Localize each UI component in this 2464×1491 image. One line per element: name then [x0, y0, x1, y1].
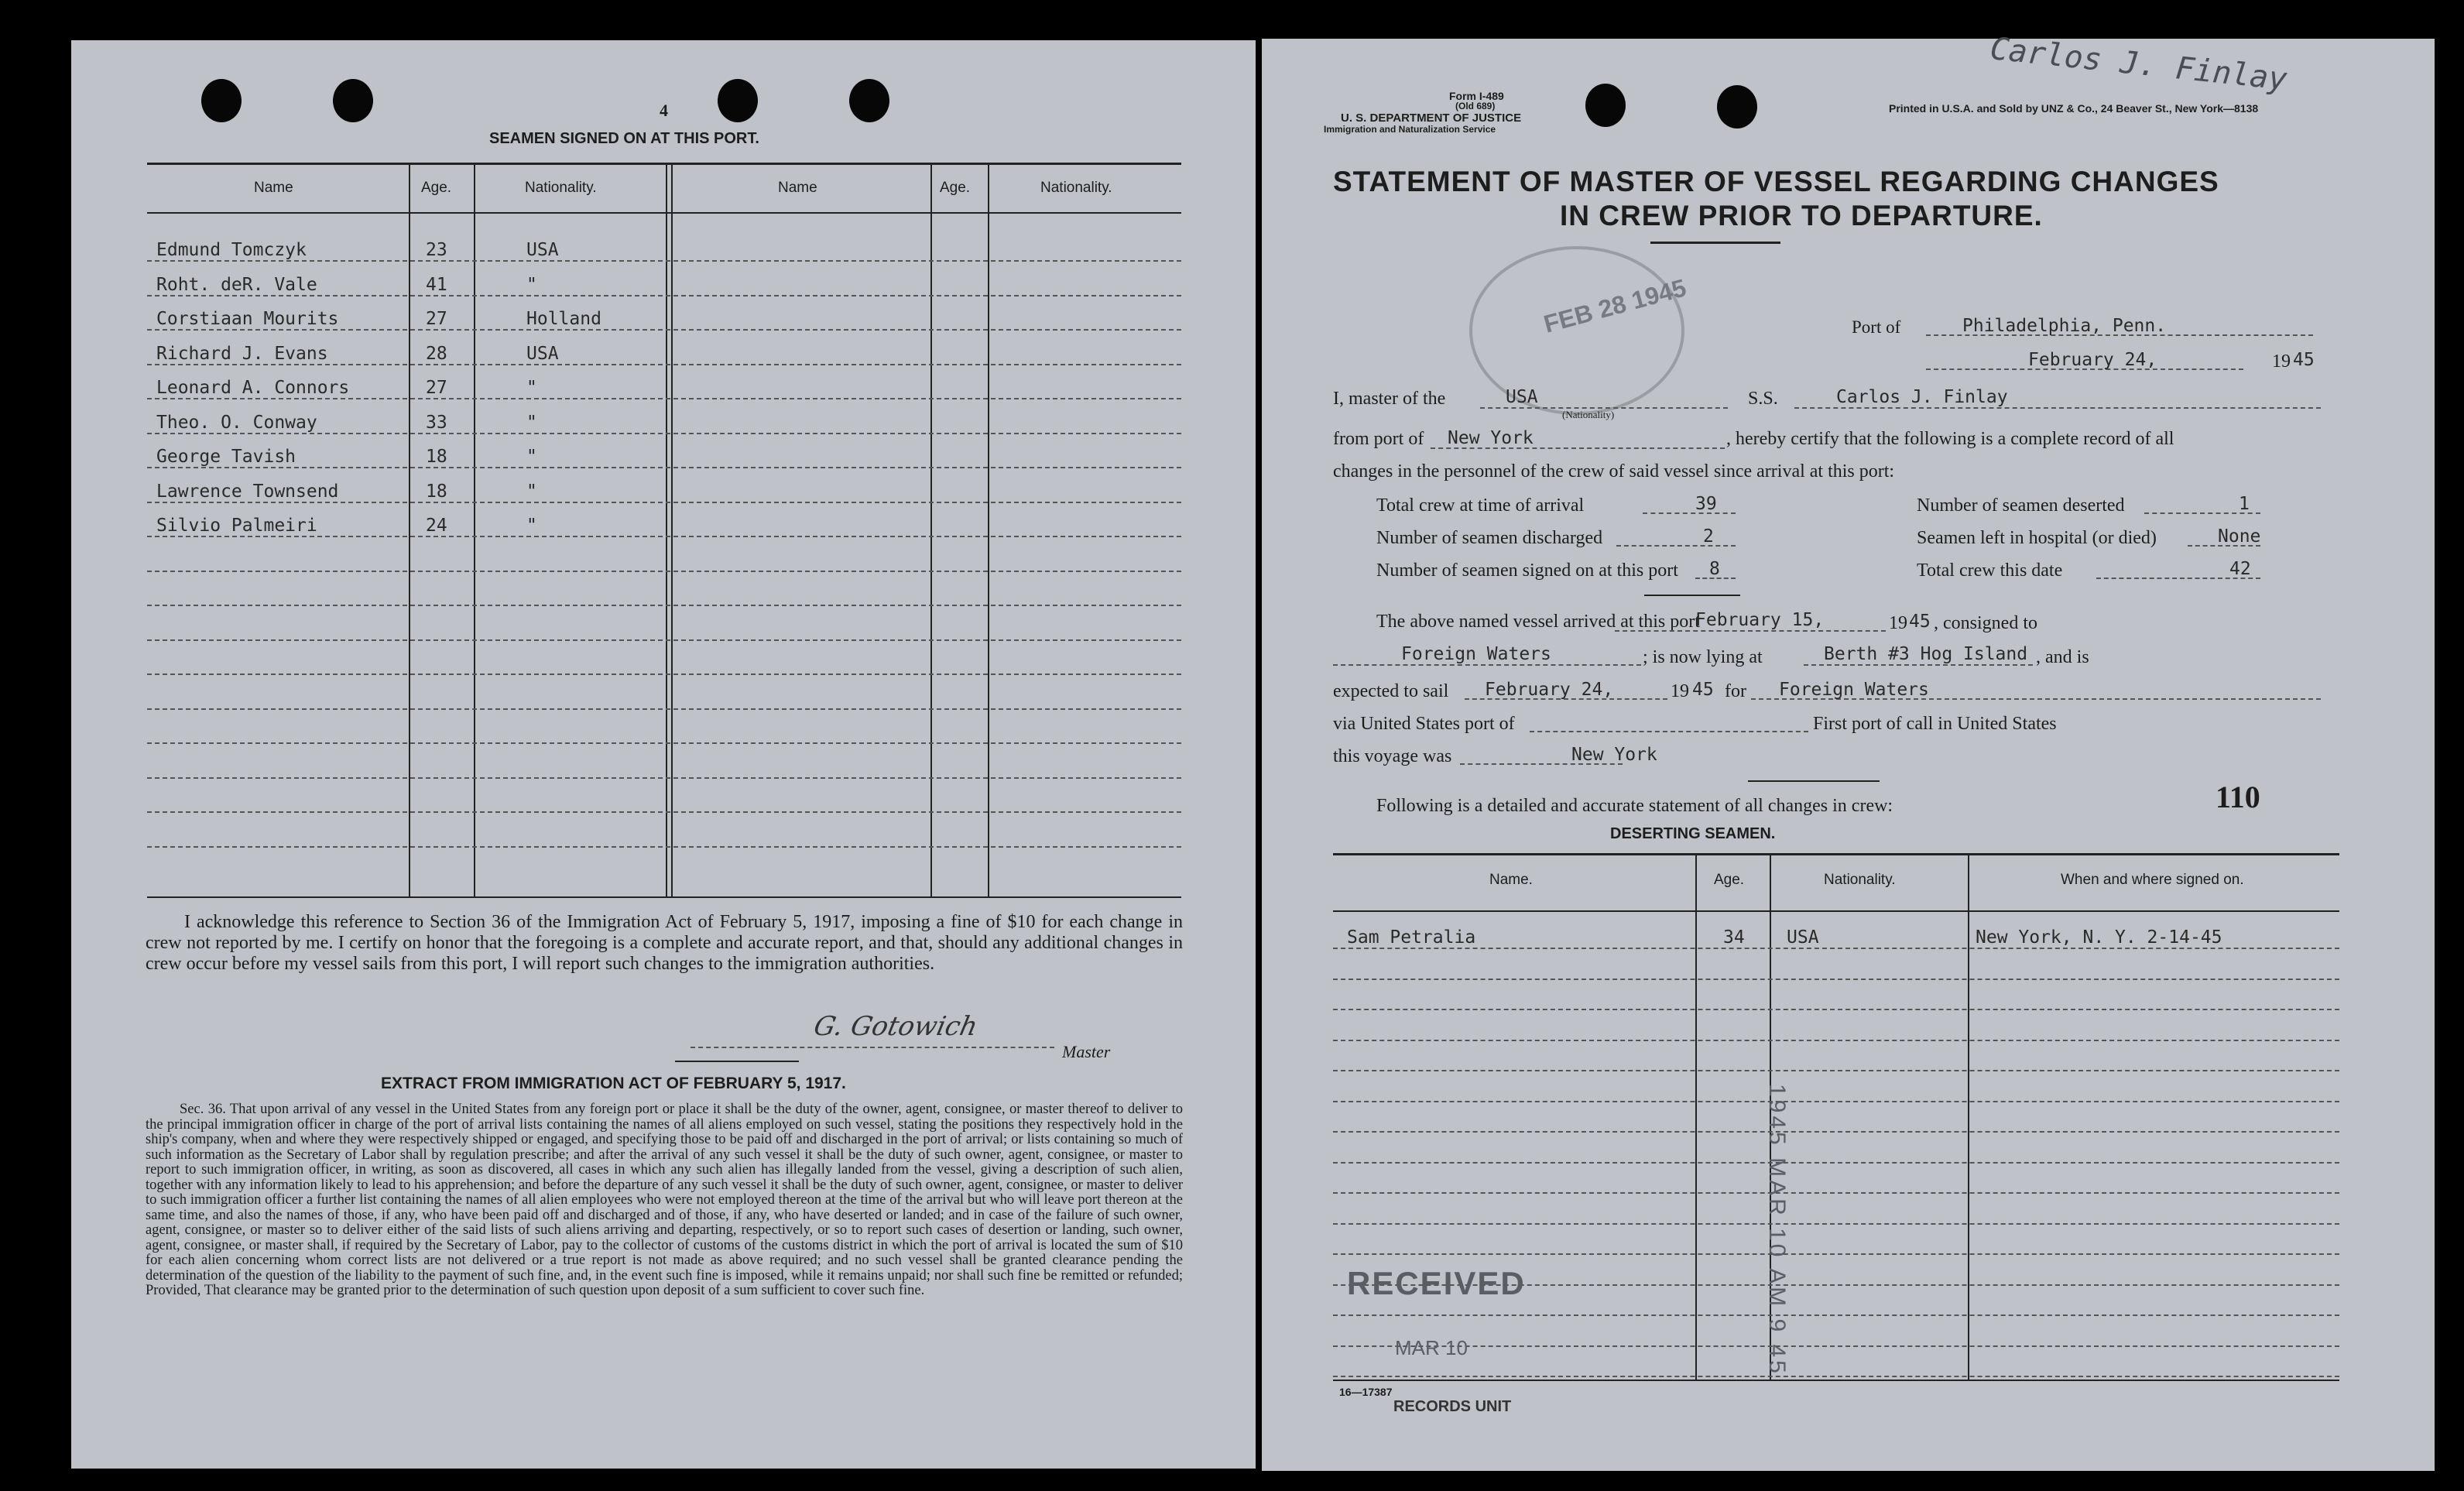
col-header-name: Name — [254, 180, 293, 196]
col-divider — [474, 164, 475, 896]
date-stamp — [1469, 246, 1689, 415]
punch-hole — [333, 79, 373, 122]
row-rule — [147, 708, 1181, 710]
arrived-year-suffix: 45 — [1909, 612, 1931, 632]
col-header-nationality: Nationality. — [1040, 180, 1112, 196]
seaman-nationality: " — [526, 447, 537, 467]
signed-on-value: 8 — [1709, 559, 1720, 579]
discharged-value: 2 — [1703, 526, 1714, 547]
seaman-name: Edmund Tomczyk — [156, 240, 307, 260]
footer-code: 16—17387 — [1339, 1386, 1393, 1398]
row-rule — [147, 502, 1181, 503]
from-port-label: from port of — [1333, 429, 1424, 449]
signed-on-label: Number of seamen signed on at this port — [1376, 560, 1678, 581]
row-rule — [147, 364, 1181, 365]
punch-hole — [849, 79, 889, 122]
col-header-nationality: Nationality. — [525, 180, 597, 196]
form-old: (Old 689) — [1455, 101, 1496, 111]
handwritten-vessel-note: Carlos J. Finlay — [1988, 30, 2289, 98]
hospital-label: Seamen left in hospital (or died) — [1917, 528, 2157, 548]
lying-value: Berth #3 Hog Island — [1824, 644, 2028, 664]
deserting-table-bottom — [1333, 1380, 2339, 1381]
ss-label: S.S. — [1748, 389, 1778, 409]
seaman-nationality: " — [526, 516, 537, 536]
expected-year-suffix: 45 — [1692, 680, 1714, 700]
col-divider — [666, 164, 667, 896]
and-is-text: , and is — [2036, 647, 2089, 667]
row-rule — [147, 467, 1181, 468]
voyage-value: New York — [1571, 745, 1657, 765]
deserter-name: Sam Petralia — [1347, 927, 1476, 948]
row-rule — [1333, 1040, 2339, 1041]
row-rule — [1333, 1376, 2339, 1377]
seaman-name: Roht. deR. Vale — [156, 274, 317, 295]
year-suffix: 45 — [2293, 350, 2315, 370]
received-date-stamp: MAR 10 — [1395, 1336, 1468, 1359]
form-title-line2: IN CREW PRIOR TO DEPARTURE. — [1560, 200, 2043, 231]
expected-year-prefix: 19 — [1671, 681, 1689, 701]
right-page — [1262, 30, 2435, 1471]
table-bottom-rule — [147, 896, 1181, 898]
row-rule — [1333, 1101, 2339, 1102]
col-divider — [1695, 855, 1697, 1380]
row-rule — [147, 846, 1181, 848]
via-line — [1530, 731, 1808, 732]
col-divider — [671, 164, 673, 896]
col-divider — [930, 164, 932, 896]
form-title-line1: STATEMENT OF MASTER OF VESSEL REGARDING CHANGES — [1333, 166, 2219, 197]
consigned-value: Foreign Waters — [1401, 644, 1551, 664]
seaman-name: Corstiaan Mourits — [156, 309, 339, 329]
row-rule — [1333, 1253, 2339, 1255]
seaman-nationality: " — [526, 412, 537, 433]
row-rule — [147, 777, 1181, 779]
master-signature: G. Gotowich — [810, 1011, 981, 1042]
seaman-age: 23 — [426, 240, 447, 260]
col-header-age: Age. — [940, 180, 971, 196]
seaman-name: Silvio Palmeiri — [156, 516, 317, 536]
seaman-age: 24 — [426, 516, 447, 536]
row-rule — [147, 433, 1181, 434]
row-rule — [1333, 1070, 2339, 1071]
deserter-signed-on: New York, N. Y. 2-14-45 — [1976, 927, 2222, 948]
arrived-date: February 15, — [1695, 610, 1825, 630]
via-label: via United States port of — [1333, 714, 1515, 734]
desert-col-name: Name. — [1489, 872, 1533, 888]
extract-title: EXTRACT FROM IMMIGRATION ACT OF FEBRUARY 5, 1917. — [381, 1075, 846, 1092]
seaman-nationality: USA — [526, 343, 559, 364]
for-value: Foreign Waters — [1779, 680, 1929, 700]
col-divider — [988, 164, 989, 896]
date-value: February 24, — [2028, 350, 2157, 370]
punch-hole — [718, 79, 758, 122]
page-number: 4 — [660, 101, 668, 120]
vessel-name: Carlos J. Finlay — [1836, 387, 2008, 407]
seaman-name: George Tavish — [156, 447, 296, 467]
discharged-label: Number of seamen discharged — [1376, 528, 1603, 548]
punch-hole — [1717, 85, 1757, 129]
seaman-name: Lawrence Townsend — [156, 481, 339, 502]
consigned-text: , consigned to — [1934, 613, 2037, 633]
row-rule — [1333, 1314, 2339, 1316]
row-rule — [147, 605, 1181, 606]
total-crew-date-value: 42 — [2229, 559, 2251, 579]
for-label: for — [1725, 681, 1746, 701]
row-rule — [147, 742, 1181, 744]
port-value: Philadelphia, Penn. — [1962, 316, 2167, 336]
row-rule — [147, 295, 1181, 296]
deserting-header-rule — [1333, 910, 2339, 912]
left-page — [71, 40, 1256, 1469]
acknowledgement-text: I acknowledge this reference to Section 36 of the Immigration Act of February 5, 1917, imposing a fine of $10 for each change in crew not reported by me. I certify on honor that the foregoing is a complete and accurate report, and that, should any additional changes in crew occur before my vessel sails from this port, I will report such changes to the immigration authorities. — [146, 912, 1183, 974]
col-header-name: Name — [778, 180, 817, 196]
from-port-value: New York — [1448, 428, 1534, 448]
stamp-date: FEB 28 1945 — [1540, 273, 1689, 338]
seaman-age: 27 — [426, 309, 447, 329]
row-rule — [1333, 948, 2339, 949]
title-rule — [1650, 242, 1780, 244]
signature-line — [691, 1047, 1054, 1048]
records-unit-stamp: RECORDS UNIT — [1393, 1398, 1512, 1415]
seaman-age: 28 — [426, 343, 447, 364]
form-number: Form I-489 — [1449, 90, 1504, 102]
table-header-rule — [147, 212, 1181, 214]
seamen-signed-title: SEAMEN SIGNED ON AT THIS PORT. — [489, 130, 759, 147]
row-rule — [147, 260, 1181, 262]
col-header-age: Age. — [421, 180, 452, 196]
received-stamp: RECEIVED — [1347, 1265, 1526, 1301]
desert-col-signed-on: When and where signed on. — [2061, 872, 2244, 888]
deserter-age: 34 — [1723, 927, 1745, 948]
hospital-value: None — [2218, 526, 2261, 547]
row-rule — [1333, 1345, 2339, 1347]
lying-text: ; is now lying at — [1643, 647, 1763, 667]
row-rule — [1333, 979, 2339, 980]
table-top-rule — [147, 163, 1181, 165]
row-rule — [147, 674, 1181, 675]
changes-text: changes in the personnel of the crew of said vessel since arrival at this port: — [1333, 461, 1895, 482]
seaman-name: Leonard A. Connors — [156, 378, 350, 398]
printed-by: Printed in U.S.A. and Sold by UNZ & Co., 24 Beaver St., New York—8138 — [1889, 102, 2259, 115]
page-stamp-number: 110 — [2216, 780, 2260, 814]
arrived-label: The above named vessel arrived at this port — [1376, 612, 1700, 632]
certify-text: , hereby certify that the following is a complete record of all — [1726, 429, 2174, 449]
row-rule — [1333, 1009, 2339, 1010]
punch-hole — [1585, 84, 1626, 127]
row-rule — [147, 329, 1181, 331]
col-divider — [409, 164, 410, 896]
expected-date: February 24, — [1485, 680, 1614, 700]
seaman-age: 18 — [426, 447, 447, 467]
seaman-age: 33 — [426, 412, 447, 433]
desert-col-nationality: Nationality. — [1824, 872, 1896, 888]
row-rule — [147, 536, 1181, 537]
seaman-nationality: " — [526, 481, 537, 502]
short-rule — [675, 1061, 799, 1062]
port-label: Port of — [1852, 317, 1901, 337]
seaman-age: 41 — [426, 274, 447, 295]
master-label: Master — [1062, 1042, 1111, 1061]
extract-text: Sec. 36. That upon arrival of any vessel in the United States from any foreign port or place it shall be the duty of the owner, agent, consignee, or master thereof to deliver to the principal immigration officer in charge of the port of arrival lists containing the names of all aliens employed on such vessel, stating the positions they respectively hold in the ship's company, when and where they were respectively shipped or engaged, and specifying those to be paid off and discharged in the port of arrival; or lists containing so much of such information as the Secretary of Labor shall by regulation prescribe; and after the arrival of any such vessel it shall be the duty of such owner, agent, consignee, or master to report to such immigration officer, in writing, as soon as discovered, all cases in which any such alien has illegally landed from the vessel, giving a description of such alien, together with any information likely to lead to his apprehension; and before the departure of any such vessel it shall be the duty of such owner, agent, consignee, or master to deliver to such immigration officer a further list containing the names of all alien employees who were not employed thereon at the time of the arrival but who will leave port thereon at the same time, and also the names of those, if any, who have been paid off and discharged and of those, if any, who have deserted or landed; and in case of the failure of such owner, agent, consignee, or master so to deliver either of the said lists of such aliens arriving and departing, respectively, or so to report such cases of desertion or landing, such owner, agent, consignee, or master shall, if required by the Secretary of Labor, pay to the collector of customs of the customs district in which the port of arrival is located the sum of $10 for each alien concerning whom correct lists are not delivered or a true report is not made as above required; and no such vessel shall be granted clearance pending the determination of the question of the liability to the payment of such fine, and, in the event such fine is imposed, while it remains unpaid; nor shall such fine be remitted or refunded; Provided, That clearance may be granted prior to the determination of such question upon deposit of a sum sufficient to cover such fine. — [146, 1102, 1183, 1298]
year-prefix: 19 — [2272, 351, 2291, 372]
seaman-name: Theo. O. Conway — [156, 412, 317, 433]
stat-sum-rule — [1644, 595, 1740, 596]
nationality-caption: (Nationality) — [1562, 409, 1615, 420]
voyage-label: this voyage was — [1333, 746, 1452, 766]
service: Immigration and Naturalization Service — [1324, 124, 1496, 135]
desert-col-age: Age. — [1714, 872, 1745, 888]
vertical-date-stamp: 1945 MAR 10 AM 9 45 — [1764, 1084, 1790, 1376]
row-rule — [1333, 1162, 2339, 1164]
total-crew-date-label: Total crew this date — [1917, 560, 2063, 581]
deserting-table-top — [1333, 853, 2339, 855]
seaman-age: 18 — [426, 481, 447, 502]
row-rule — [147, 811, 1181, 813]
nationality-value: USA — [1506, 387, 1538, 407]
master-of-label: I, master of the — [1333, 389, 1446, 409]
deserted-label: Number of seamen deserted — [1917, 495, 2125, 516]
seaman-age: 27 — [426, 378, 447, 398]
col-divider — [1968, 855, 1969, 1380]
deserter-nationality: USA — [1787, 927, 1819, 948]
lying-line — [1804, 664, 2033, 666]
seaman-nationality: " — [526, 378, 537, 398]
following-text: Following is a detailed and accurate statement of all changes in crew: — [1376, 796, 1893, 816]
stat-line — [1616, 545, 1736, 547]
arrived-line — [1615, 630, 1886, 632]
arrived-year-prefix: 19 — [1889, 613, 1907, 633]
seaman-nationality: Holland — [526, 309, 601, 329]
expected-label: expected to sail — [1333, 681, 1449, 701]
department: U. S. DEPARTMENT OF JUSTICE — [1341, 111, 1522, 125]
row-rule — [1333, 1131, 2339, 1133]
seaman-nationality: USA — [526, 240, 559, 260]
deserted-value: 1 — [2239, 494, 2250, 514]
seaman-name: Richard J. Evans — [156, 343, 328, 364]
row-rule — [1333, 1192, 2339, 1194]
row-rule — [147, 398, 1181, 399]
stat-line — [1643, 512, 1736, 514]
row-rule — [1333, 1223, 2339, 1225]
vessel-line — [1794, 407, 2321, 409]
consigned-line — [1333, 664, 1641, 666]
first-port-text: First port of call in United States — [1813, 714, 2057, 734]
punch-hole — [201, 79, 242, 122]
voyage-rule — [1748, 780, 1880, 782]
row-rule — [147, 639, 1181, 641]
deserting-title: DESERTING SEAMEN. — [1610, 825, 1776, 842]
row-rule — [147, 571, 1181, 572]
total-crew-arrival-value: 39 — [1695, 494, 1717, 514]
seaman-nationality: " — [526, 274, 537, 295]
total-crew-arrival-label: Total crew at time of arrival — [1376, 495, 1585, 516]
